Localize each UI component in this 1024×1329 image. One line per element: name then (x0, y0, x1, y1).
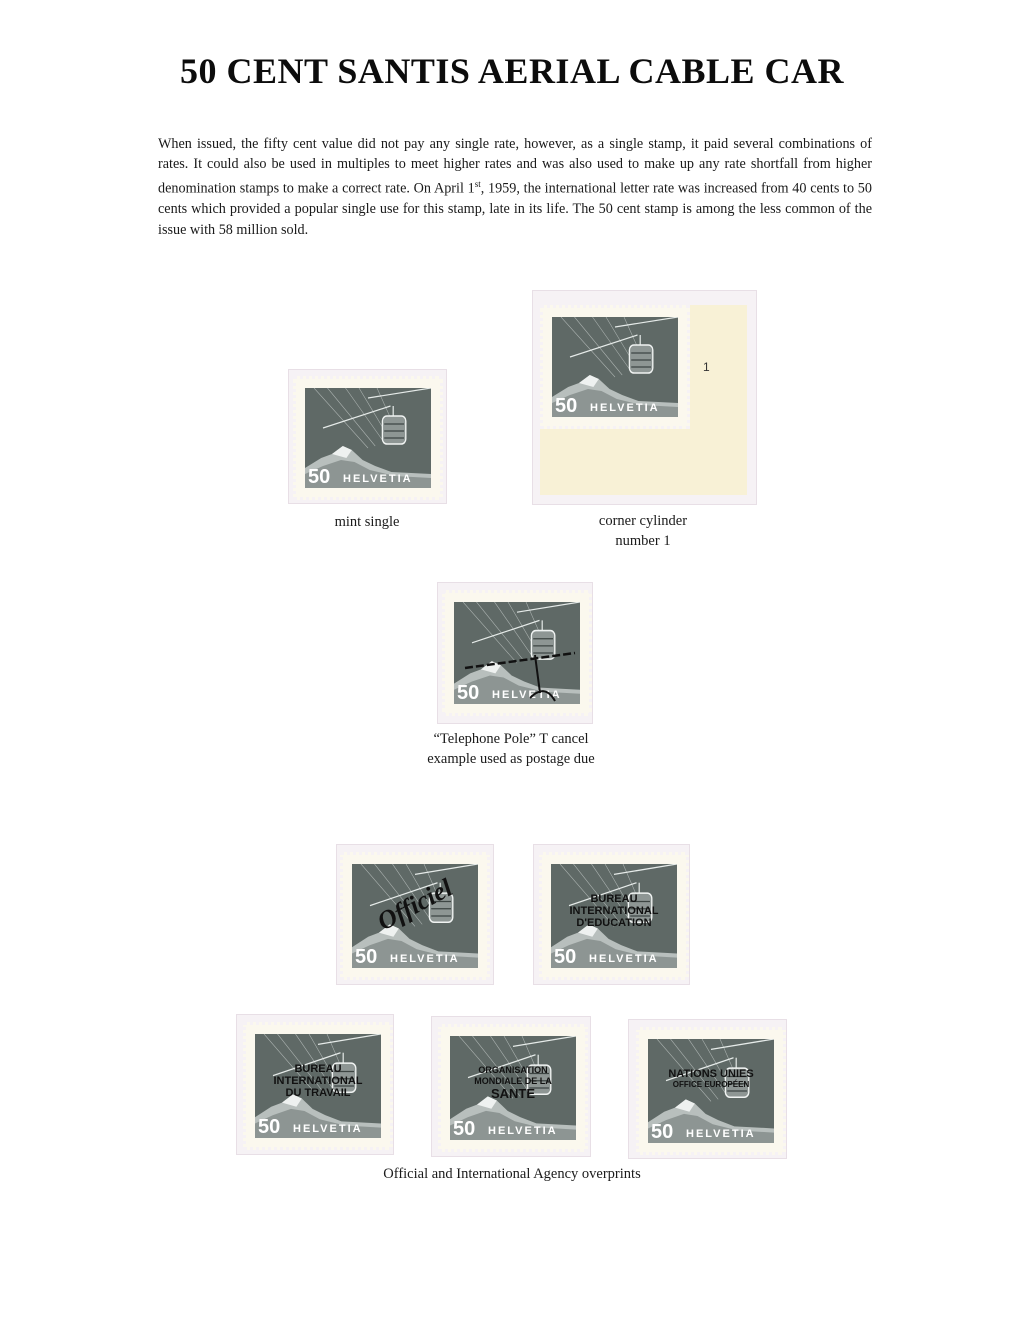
t-cancel-caption (396, 729, 626, 769)
mint-single-caption: mint single (334, 514, 400, 530)
stamp-country: HELVETIA (343, 473, 413, 485)
stamp-country: HELVETIA (492, 689, 562, 701)
page-title: 50 CENT SANTIS AERIAL CABLE CAR (179, 51, 844, 91)
overprint-line: D'EDUCATION (576, 917, 652, 930)
overprint-line: BUREAU (590, 893, 638, 906)
stamp-country: HELVETIA (589, 953, 659, 965)
stamp-country: HELVETIA (488, 1125, 558, 1137)
stamp-value: 50 (355, 946, 378, 968)
t-cancel-mark (445, 593, 589, 713)
stamp-vignette (551, 864, 677, 968)
travail-stamp (243, 1022, 393, 1150)
stamp-country: HELVETIA (590, 402, 660, 414)
mint-single-stamp (293, 376, 443, 500)
cylinder-number: 1 (703, 360, 710, 374)
caption-line-1: “Telephone Pole” T cancel (433, 731, 589, 747)
intro-text-1: When issued, the fifty cent value did not pay any single rate, however, as a single stamp, it paid several combinations of rates. It could also be used in multiples to meet higher rates and was also used to make up any rate shortfall from higher denomination stamps to make a correct rate. On April 1 (158, 136, 872, 198)
corner-cylinder-stamp (540, 305, 690, 429)
sante-stamp (438, 1024, 588, 1152)
stamp-vignette (305, 388, 431, 488)
education-stamp (539, 852, 689, 980)
overprint-line: INTERNATIONAL (569, 905, 659, 918)
overprint-line: ORGANISATION (478, 1065, 548, 1076)
overprint-line: NATIONS UNIES (668, 1068, 754, 1081)
stamp-value: 50 (453, 1118, 476, 1140)
overprint-line: MONDIALE DE LA (474, 1076, 552, 1087)
stamp-value: 50 (457, 682, 480, 704)
overprint-line: OFFICE EUROPÉEN (672, 1080, 750, 1090)
intro-superscript: st (474, 179, 481, 190)
stamp-country: HELVETIA (293, 1123, 363, 1135)
stamp-value: 50 (651, 1121, 674, 1143)
sante-overprint (450, 1065, 576, 1101)
stamp-vignette (648, 1039, 774, 1143)
stamp-vignette (352, 864, 478, 968)
stamp-vignette (450, 1036, 576, 1140)
t-cancel-stamp (442, 590, 592, 716)
overprint-line: DU TRAVAIL (285, 1087, 351, 1100)
stamp-value: 50 (555, 395, 578, 417)
overprint-line: SANTE (490, 1086, 536, 1102)
stamp-country: HELVETIA (686, 1128, 756, 1140)
stamp-value: 50 (308, 466, 331, 488)
overprint-line: BUREAU (294, 1063, 342, 1076)
travail-overprint (255, 1063, 381, 1099)
caption-line-2: number 1 (615, 533, 671, 549)
overprint-line: INTERNATIONAL (273, 1075, 363, 1088)
stamp-value: 50 (554, 946, 577, 968)
stamp-country: HELVETIA (390, 953, 460, 965)
caption-line-1: corner cylinder (598, 513, 688, 529)
nations-stamp (636, 1027, 786, 1155)
stamp-vignette (255, 1034, 381, 1138)
officiel-overprint: Officiel (372, 873, 458, 937)
education-overprint (551, 893, 677, 929)
corner-cylinder-caption (570, 511, 716, 551)
intro-text-2: , 1959, the international letter rate was increased from 40 cents to 50 cents which provided a popular single use for this stamp, late in its life. The 50 cent stamp is among the less common of the issue with 58 million sold. (158, 181, 872, 238)
intro-paragraph (158, 134, 872, 240)
caption-line-2: example used as postage due (427, 751, 595, 767)
overprints-caption: Official and International Agency overprints (383, 1166, 641, 1182)
stamp-vignette (552, 317, 678, 417)
officiel-stamp (340, 852, 490, 980)
stamp-value: 50 (258, 1116, 281, 1138)
nations-overprint (648, 1068, 774, 1090)
